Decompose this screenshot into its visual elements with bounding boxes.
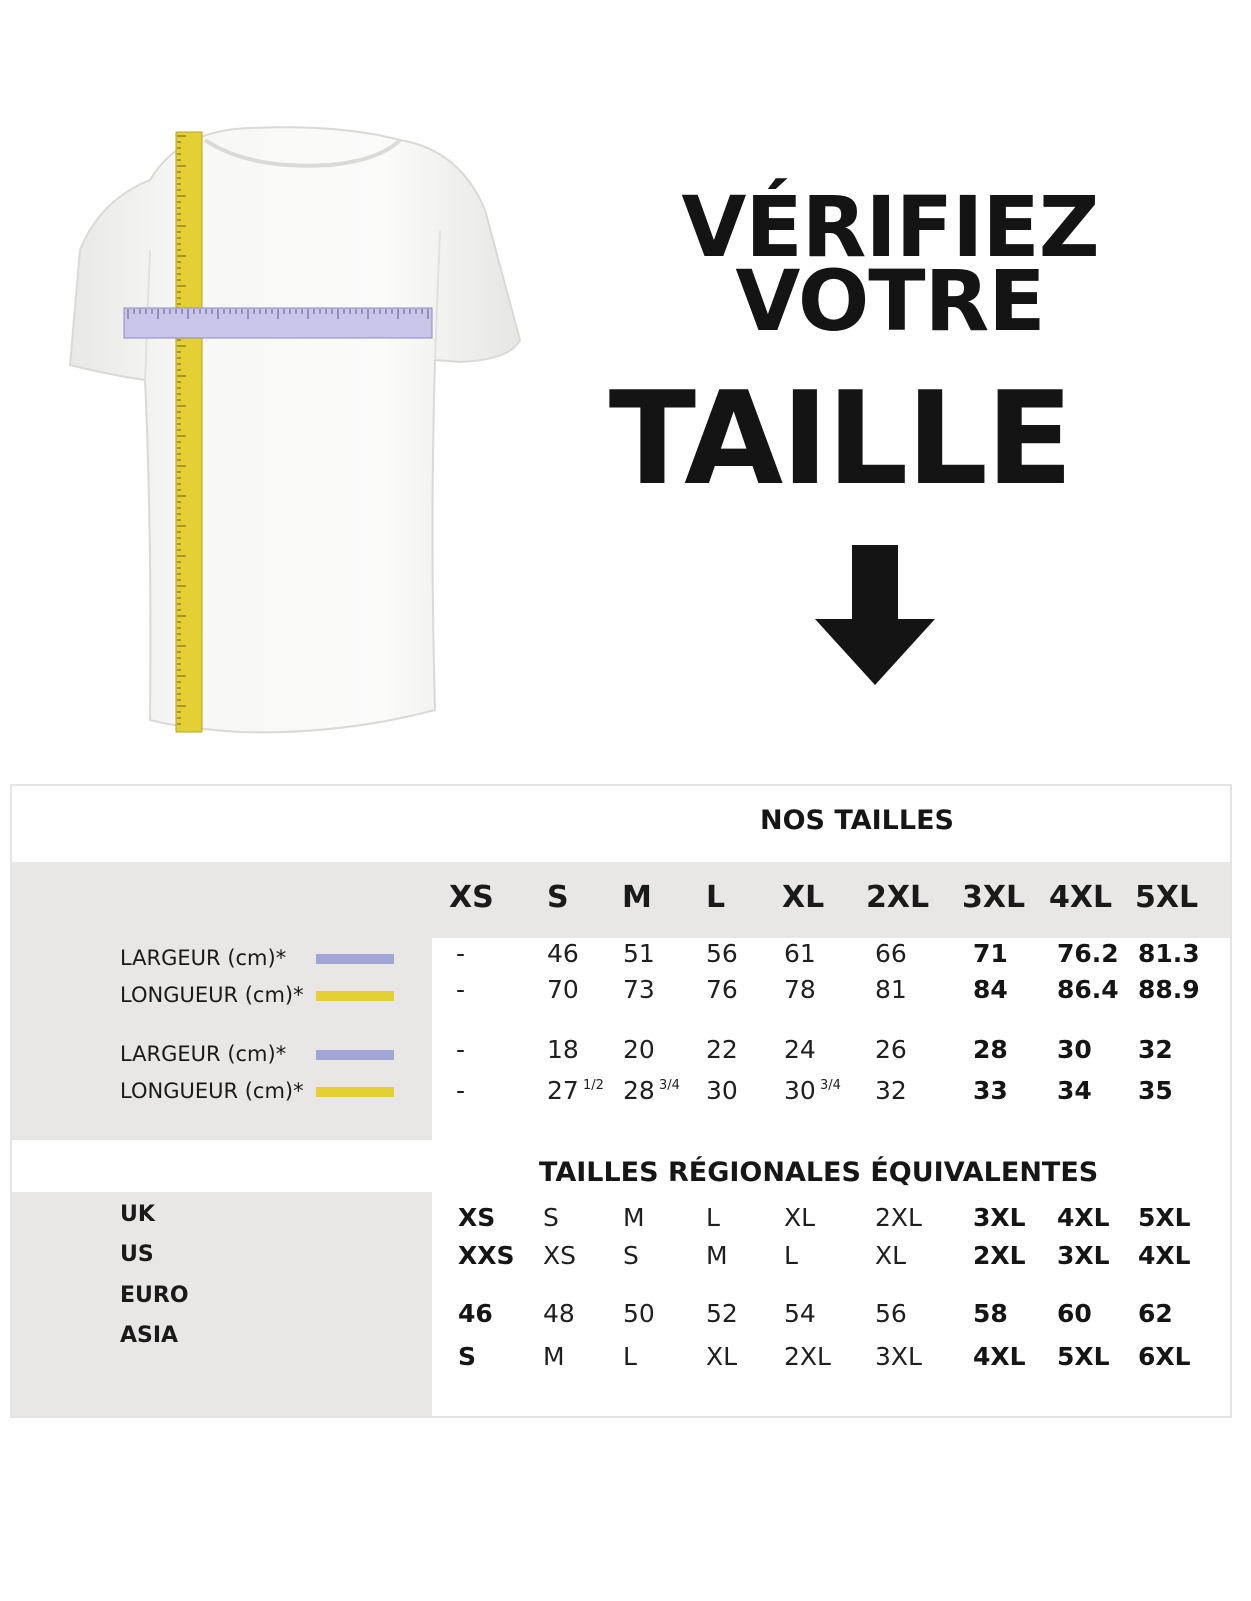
table-cell: 5XL (1138, 1203, 1191, 1232)
headline-line-2: VOTRE (735, 252, 1045, 350)
table-cell: S (458, 1342, 477, 1371)
table-cell: 51 (623, 939, 655, 968)
table-cell: 33 (973, 1076, 1008, 1105)
table-cell: XL (784, 1203, 816, 1232)
table-cell: 3XL (875, 1342, 922, 1371)
table-cell: 88.9 (1138, 975, 1200, 1004)
table-cell: 81 (875, 975, 907, 1004)
table-cell: 73 (623, 975, 655, 1004)
table-cell: 56 (706, 939, 738, 968)
table-cell: 28 $^{3/4}$ (623, 1076, 680, 1105)
table-cell: 61 (784, 939, 816, 968)
table-cell: 22 (706, 1035, 738, 1064)
table-cell: 84 (973, 975, 1008, 1004)
table-cell: 81.3 (1138, 939, 1200, 968)
region-label: ASIA (120, 1323, 179, 1348)
table-cell: 3XL (1057, 1241, 1110, 1270)
table-cell: 50 (623, 1299, 655, 1328)
table-cell: 70 (547, 975, 579, 1004)
table-cell: 54 (784, 1299, 816, 1328)
region-label: US (120, 1242, 154, 1267)
table-title: NOS TAILLES (760, 805, 954, 836)
regional-title: TAILLES RÉGIONALES ÉQUIVALENTES (539, 1157, 1099, 1188)
table-cell: 34 (1057, 1076, 1092, 1105)
table-cell: 4XL (973, 1342, 1026, 1371)
size-header: XL (782, 880, 825, 915)
table-cell: 86.4 (1057, 975, 1119, 1004)
table-cell: 2XL (875, 1203, 922, 1232)
table-cell: 60 (1057, 1299, 1092, 1328)
table-cell: 24 (784, 1035, 816, 1064)
table-cell: - (456, 1076, 466, 1105)
t-shirt-body (70, 127, 520, 732)
arrow-down-icon (815, 545, 935, 685)
table-cell: XL (875, 1241, 907, 1270)
width-color-bar (316, 954, 394, 964)
table-cell: M (706, 1241, 728, 1270)
row-label: LARGEUR (cm)* (120, 1042, 287, 1066)
table-cell: 6XL (1138, 1342, 1191, 1371)
table-cell: 56 (875, 1299, 907, 1328)
table-cell: - (456, 975, 466, 1004)
size-header: S (547, 880, 569, 915)
size-header: 5XL (1135, 880, 1199, 915)
region-label: EURO (120, 1283, 189, 1308)
table-cell: 4XL (1057, 1203, 1110, 1232)
table-cell: S (623, 1241, 639, 1270)
table-cell: 46 (458, 1299, 493, 1328)
table-cell: 66 (875, 939, 907, 968)
table-title-band (12, 786, 1230, 862)
fraction-superscript: 3/4 (654, 1078, 680, 1093)
table-cell: 52 (706, 1299, 738, 1328)
size-header: 3XL (962, 880, 1026, 915)
table-cell: 2XL (973, 1241, 1026, 1270)
table-cell: 30 (1057, 1035, 1092, 1064)
table-cell: L (623, 1342, 637, 1371)
table-cell: L (706, 1203, 720, 1232)
table-cell: 78 (784, 975, 816, 1004)
table-cell: XS (543, 1241, 576, 1270)
table-cell: 35 (1138, 1076, 1173, 1105)
headline-line-1: VÉRIFIEZ (681, 178, 1099, 276)
width-color-bar (316, 1050, 394, 1060)
table-cell: 3XL (973, 1203, 1026, 1232)
length-tape-measure (176, 132, 202, 732)
size-header: 2XL (866, 880, 930, 915)
size-header: M (622, 880, 652, 915)
table-cell: 76.2 (1057, 939, 1119, 968)
table-cell: 30 $^{3/4}$ (784, 1076, 841, 1105)
table-cell: 18 (547, 1035, 579, 1064)
t-shirt-measure-illustration (40, 110, 540, 760)
table-cell: L (784, 1241, 798, 1270)
table-cell: 30 (706, 1076, 738, 1105)
table-cell: 27 $^{1/2}$ (547, 1076, 604, 1105)
fraction-superscript: 1/2 (578, 1078, 604, 1093)
headline-line-3: TAILLE (608, 365, 1072, 514)
table-cell: 26 (875, 1035, 907, 1064)
table-cell: 48 (543, 1299, 575, 1328)
table-cell: S (543, 1203, 559, 1232)
table-cell: M (543, 1342, 565, 1371)
table-cell: 4XL (1138, 1241, 1191, 1270)
table-cell: 71 (973, 939, 1008, 968)
table-cell: XS (458, 1203, 496, 1232)
table-cell: 2XL (784, 1342, 831, 1371)
row-label: LONGUEUR (cm)* (120, 983, 304, 1007)
fraction-superscript: 3/4 (815, 1078, 841, 1093)
length-color-bar (316, 991, 394, 1001)
length-color-bar (316, 1087, 394, 1097)
size-header: XS (449, 880, 494, 915)
table-cell: XL (706, 1342, 738, 1371)
table-cell: 28 (973, 1035, 1008, 1064)
table-cell: 20 (623, 1035, 655, 1064)
table-cell: 58 (973, 1299, 1008, 1328)
table-cell: 76 (706, 975, 738, 1004)
table-cell: 32 (1138, 1035, 1173, 1064)
table-cell: - (456, 939, 466, 968)
region-label: UK (120, 1202, 155, 1227)
row-label: LONGUEUR (cm)* (120, 1079, 304, 1103)
table-cell: 62 (1138, 1299, 1173, 1328)
table-cell: 5XL (1057, 1342, 1110, 1371)
table-cell: XXS (458, 1241, 515, 1270)
size-header: L (706, 880, 726, 915)
table-cell: 46 (547, 939, 579, 968)
table-cell: - (456, 1035, 466, 1064)
size-header: 4XL (1049, 880, 1113, 915)
table-cell: 32 (875, 1076, 907, 1105)
row-label: LARGEUR (cm)* (120, 946, 287, 970)
table-cell: M (623, 1203, 645, 1232)
